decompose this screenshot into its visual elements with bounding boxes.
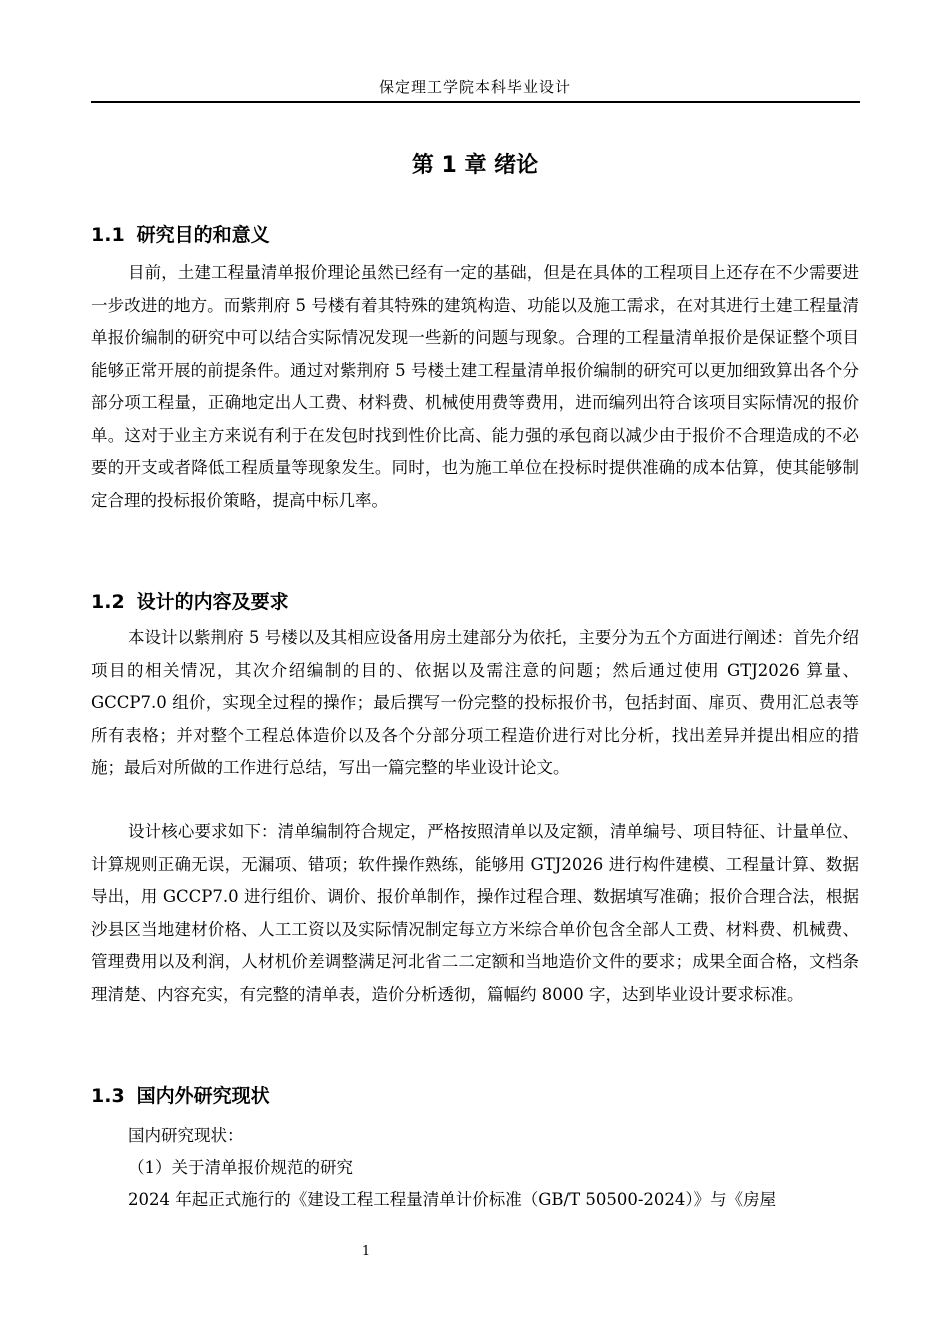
section-heading-1-1 xyxy=(91,220,859,247)
running-header: 保定理工学院本科毕业设计 xyxy=(378,78,571,96)
section-number: 1.3 xyxy=(91,1085,125,1107)
paragraph-research-purpose: 目前，土建工程量清单报价理论虽然已经有一定的基础，但是在具体的工程项目上还存在不少需要进一步改进的地方。而紫荆府 5 号楼有着其特殊的建筑构造、功能以及施工需求，在对其进行土建工程量清单报价编制的研究中可以结合实际情况发现一些新的问题与现象。合理的工程量清单报价是保证整个项目能够正常开展的前提条件。通过对紫荆府 5 号楼土建工程量清单报价编制的研究可以更加细致算出各个分部分项工程量，正确地定出人工费、材料费、机械使用费等费用，进而编列出符合该项目实际情况的报价单。这对于业主方来说有利于在发包时找到性价比高、能力强的承包商以减少由于报价不合理造成的不必要的开支或者降低工程质量等现象发生。同时，也为施工单位在投标时提供准确的成本估算，使其能够制定合理的投标报价策略，提高中标几率。 xyxy=(91,263,859,510)
paragraph-design-content: 本设计以紫荆府 5 号楼以及其相应设备用房土建部分为依托，主要分为五个方面进行阐述：首先介绍项目的相关情况，其次介绍编制的目的、依据以及需注意的问题；然后通过使用 GTJ2026 算量、GCCP7.0 组价，实现全过程的操作；最后撰写一份完整的投标报价书，包括封面、扉页、费用汇总表等所有表格；并对整个工程总体造价以及各个分部分项工程造价进行对比分析，找出差异并提出相应的措施；最后对所做的工作进行总结，写出一篇完整的毕业设计论文。 xyxy=(91,628,859,777)
section-number: 1.2 xyxy=(91,591,125,613)
paragraph-design-requirements: 设计核心要求如下：清单编制符合规定，严格按照清单以及定额，清单编号、项目特征、计量单位、计算规则正确无误，无漏项、错项；软件操作熟练，能够用 GTJ2026 进行构件建模、工程量计算、数据导出，用 GCCP7.0 进行组价、调价、报价单制作，操作过程合理、数据填写准确；报价合理合法，根据沙县区当地建材价格、人工工资以及实际情况制定每立方米综合单价包含全部人工费、材料费、机械费、管理费用以及利润，人材机价差调整满足河北省二二定额和当地造价文件的要求；成果全面合格，文档条理清楚、内容充实，有完整的清单表，造价分析透彻，篇幅约 8000 字，达到毕业设计要求标准。 xyxy=(91,822,859,1004)
body-line-standards: 2024 年起正式施行的《建设工程工程量清单计价标准（GB/T 50500-2024）》与《房屋 xyxy=(128,1190,777,1209)
section-heading-1-2 xyxy=(91,587,859,614)
domestic-status-label: 国内研究现状： xyxy=(128,1126,244,1145)
page-number: 1 xyxy=(361,1244,371,1259)
header-rule xyxy=(91,101,860,103)
chapter-title: 第 1 章 绪论 xyxy=(411,153,539,178)
section-heading-1-3 xyxy=(91,1081,859,1108)
section-title: 研究目的和意义 xyxy=(136,224,270,246)
section-title: 设计的内容及要求 xyxy=(136,591,289,613)
section-number: 1.1 xyxy=(91,224,125,246)
subsection-heading-1: （1）关于清单报价规范的研究 xyxy=(128,1158,353,1177)
section-title: 国内外研究现状 xyxy=(136,1085,270,1107)
